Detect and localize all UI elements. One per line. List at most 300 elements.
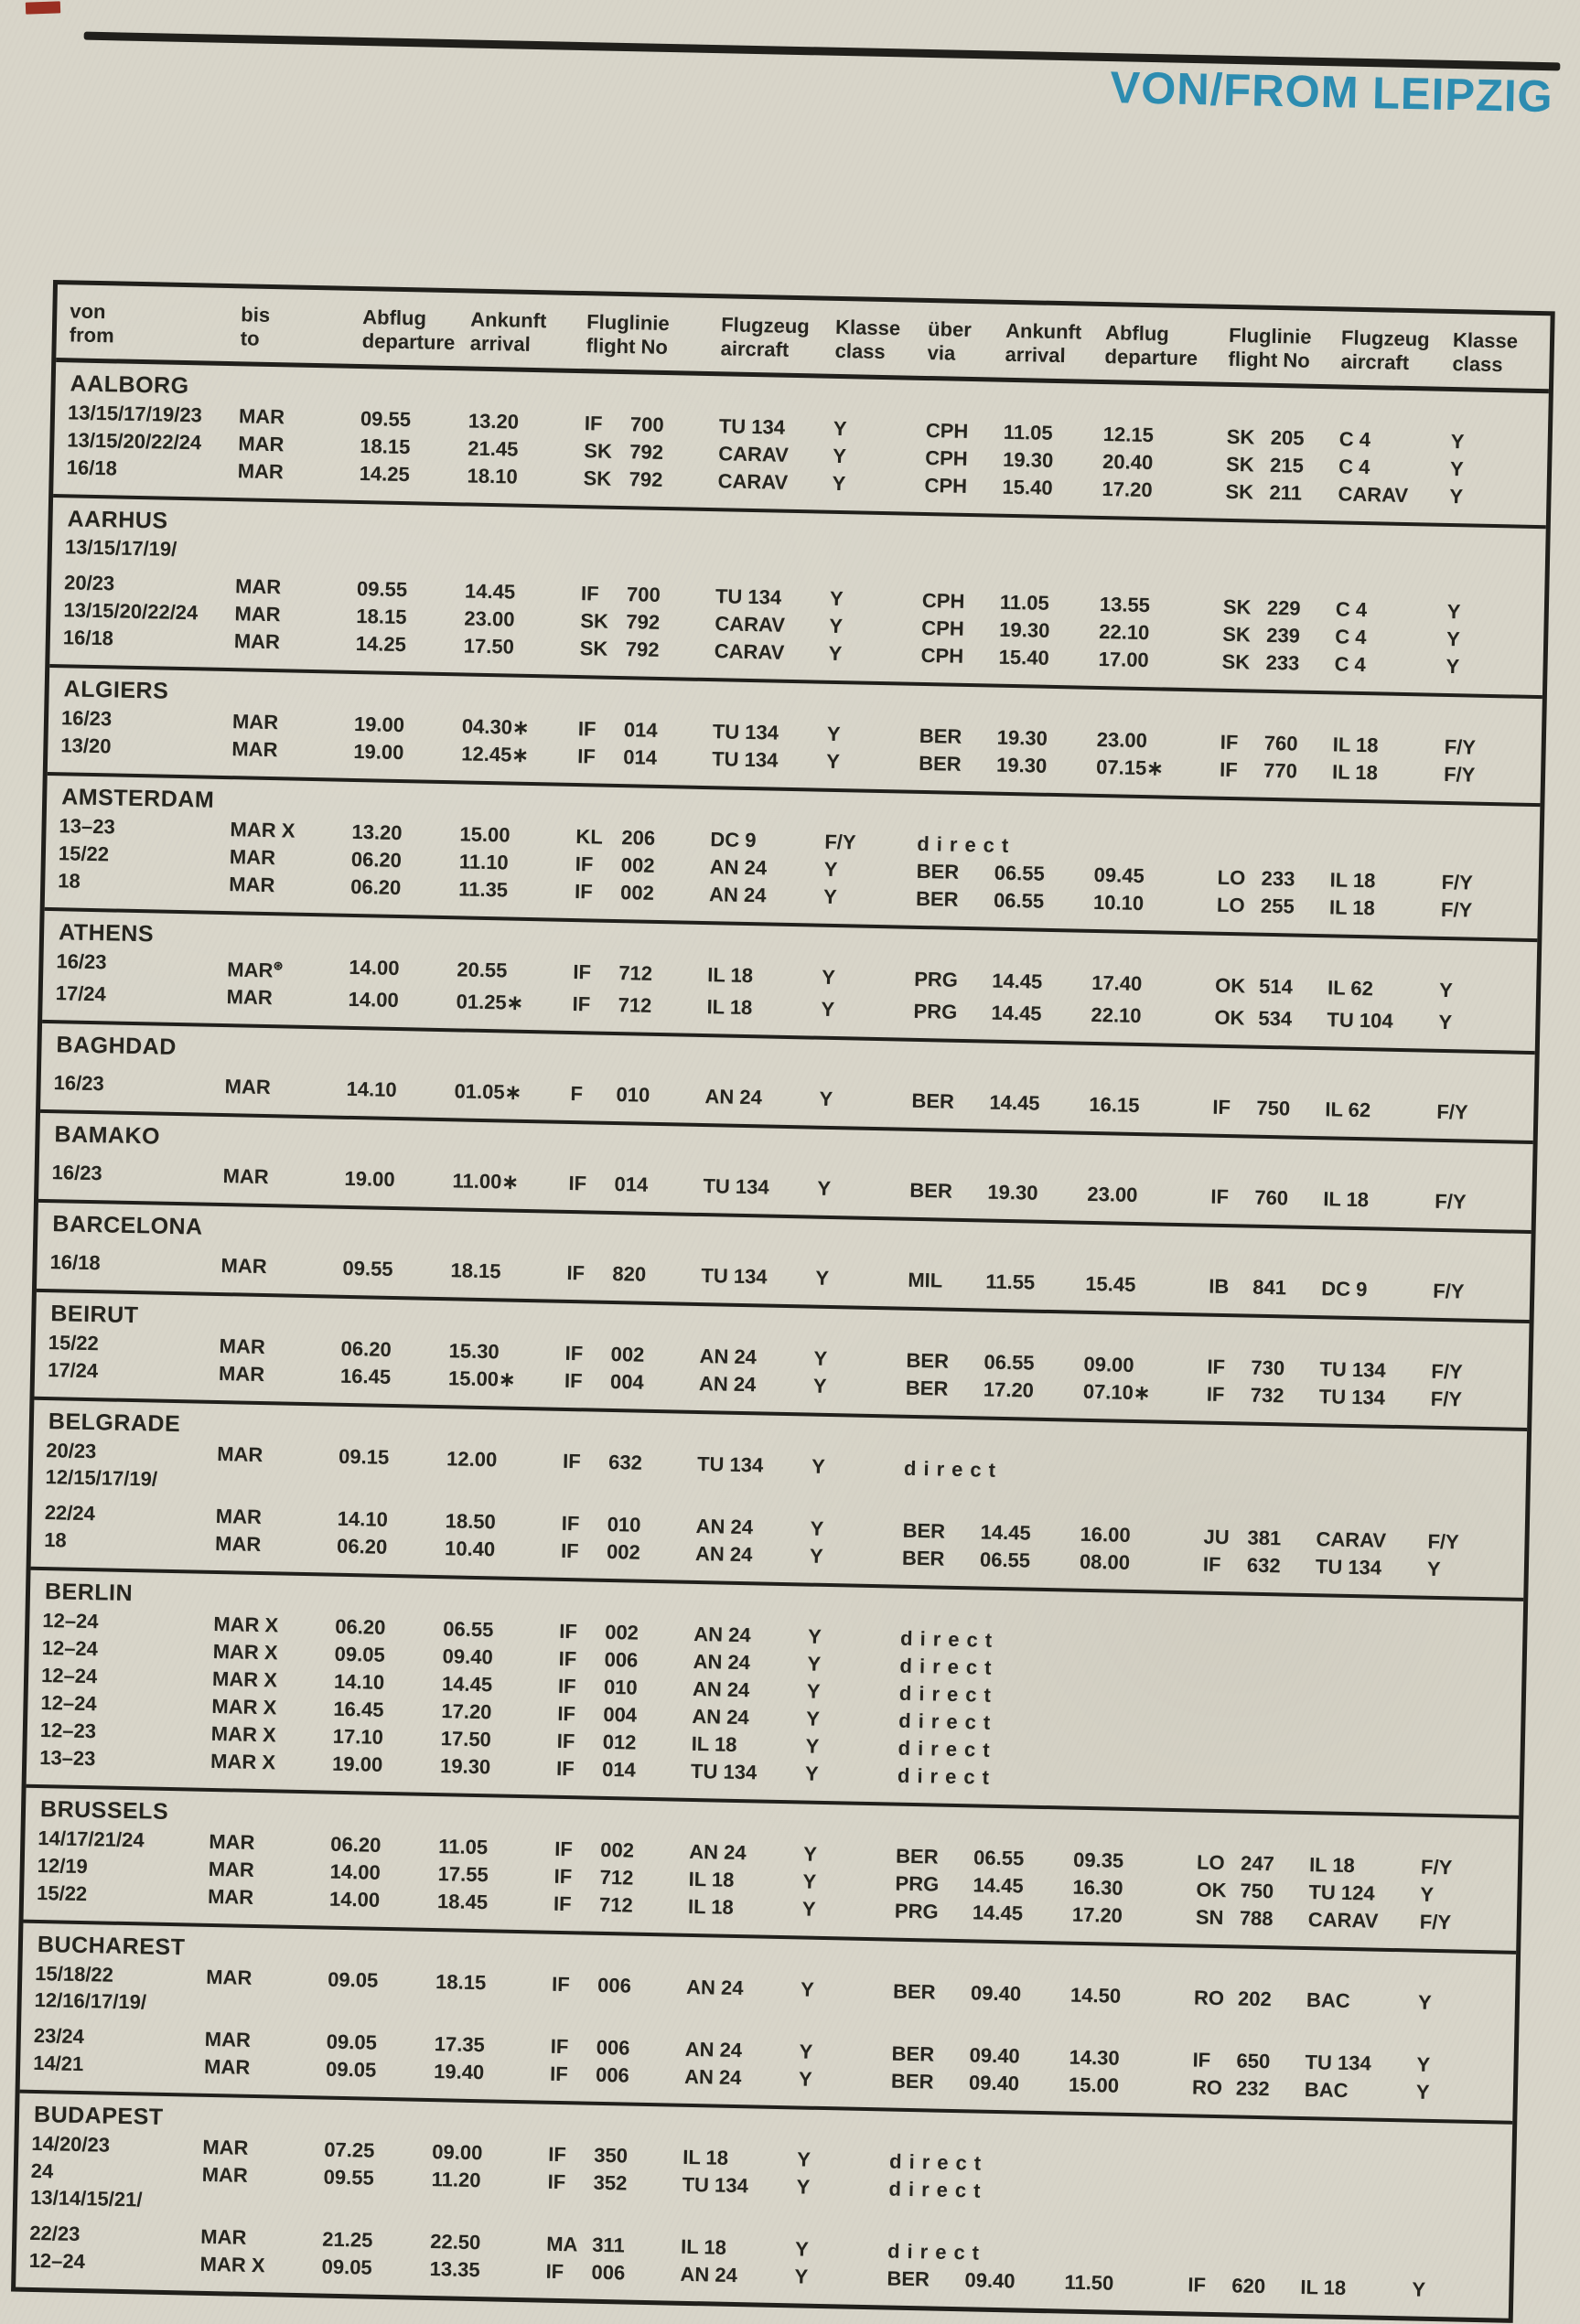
cell-dep2: 08.00 <box>1079 1550 1131 1575</box>
cell-dates: 12–24 <box>40 1664 98 1688</box>
cell-dep: 14.00 <box>328 1888 381 1912</box>
cell-dates: 15/18/22 <box>35 1962 114 1987</box>
cell-dep2: 16.00 <box>1080 1523 1131 1548</box>
cell-arr2: 15.40 <box>998 645 1049 669</box>
cell-aircraft2: TU 134 <box>1305 2051 1371 2075</box>
cell-aircraft: AN 24 <box>688 1840 747 1865</box>
cell-flight2: IF 750 <box>1212 1096 1291 1120</box>
cell-dep2: 10.10 <box>1092 890 1145 916</box>
cell-dates: 18 <box>58 869 81 893</box>
cell-arr2: 09.40 <box>964 2268 1016 2293</box>
cell-flight2: IF 730 <box>1207 1355 1285 1380</box>
cell-dep2: 09.45 <box>1093 862 1145 888</box>
cell-month: MAR <box>202 2136 249 2160</box>
cell-via: PRG <box>914 967 959 991</box>
cell-cls: Y <box>826 722 841 746</box>
cell-dep2: 14.30 <box>1069 2045 1120 2071</box>
cell-month: MAR <box>207 1885 254 1910</box>
cell-via: CPH <box>924 473 968 498</box>
cell-dep: 09.55 <box>360 407 412 432</box>
cell-via: CPH <box>921 616 965 640</box>
cell-dep: 09.05 <box>325 2057 377 2083</box>
cell-dates: 13–23 <box>38 1746 96 1771</box>
city-name: BELGRADE <box>48 1408 181 1438</box>
cell-aircraft2: CARAV <box>1307 1908 1379 1933</box>
cell-aircraft: IL 18 <box>682 2146 729 2170</box>
cell-direct: direct <box>887 2239 987 2265</box>
cell-cls: Y <box>794 2237 810 2262</box>
cell-cls2: Y <box>1415 2080 1430 2104</box>
cell-dates: 20/23 <box>46 1439 97 1463</box>
cell-dep: 14.25 <box>359 462 411 487</box>
column-header <box>361 305 470 355</box>
cell-cls2: F/Y <box>1420 1855 1453 1880</box>
cell-aircraft2: C 4 <box>1334 652 1367 677</box>
cell-flight: IF 006 <box>550 2035 630 2060</box>
cell-aircraft: TU 134 <box>701 1264 768 1289</box>
cell-dep: 09.05 <box>334 1643 385 1667</box>
cell-aircraft2: TU 104 <box>1327 1008 1393 1033</box>
column-header <box>927 317 1005 367</box>
cell-flight: SK 792 <box>580 609 661 634</box>
cell-arr: 17.20 <box>441 1699 492 1724</box>
cell-via: BER <box>918 751 962 776</box>
cell-dep: 16.45 <box>333 1697 384 1722</box>
cell-via: BER <box>915 886 959 911</box>
cell-flight: IF 002 <box>564 1342 645 1367</box>
cell-arr: 13.35 <box>429 2257 480 2282</box>
cell-flight: IF 004 <box>557 1702 638 1727</box>
cell-dates: 12/15/17/19/ <box>45 1465 158 1491</box>
cell-cls: Y <box>811 1454 826 1479</box>
cell-dates: 12–24 <box>40 1691 97 1716</box>
cell-arr: 15.30 <box>448 1339 500 1364</box>
cell-cls: F/Y <box>824 830 856 854</box>
cell-arr2: 19.30 <box>999 617 1050 642</box>
cell-cls2: Y <box>1446 627 1461 651</box>
cell-via: BER <box>890 2069 934 2094</box>
cell-aircraft: AN 24 <box>684 2038 743 2062</box>
cell-dep: 19.00 <box>353 712 405 737</box>
cell-dep: 09.05 <box>321 2254 372 2280</box>
cell-dep2: 17.20 <box>1102 477 1153 502</box>
header-label-en: flight No <box>1228 347 1311 372</box>
cell-dep: 14.10 <box>333 1670 385 1695</box>
cell-dates: 13/14/15/21/ <box>29 2186 143 2212</box>
cell-dates: 12/16/17/19/ <box>34 1988 147 2014</box>
cell-cls2: Y <box>1446 599 1461 624</box>
header-label-en: via <box>927 340 956 365</box>
cell-flight2: RO 232 <box>1191 2075 1270 2101</box>
cell-cls2: F/Y <box>1435 1190 1467 1214</box>
city-section <box>49 494 1546 695</box>
column-header <box>834 316 928 365</box>
cell-aircraft2: IL 18 <box>1300 2276 1347 2300</box>
cell-dep: 14.10 <box>346 1077 397 1102</box>
cell-flight2: IF 732 <box>1206 1382 1284 1408</box>
cell-month: MAR⊛ <box>227 958 284 982</box>
cell-flight: IF 712 <box>554 1865 634 1890</box>
header-label-de: Flugzeug <box>720 313 811 338</box>
cell-month: MAR X <box>210 1722 276 1747</box>
cell-cls: Y <box>802 1842 818 1867</box>
cell-aircraft: CARAV <box>714 639 785 664</box>
cell-direct: direct <box>899 1627 1000 1653</box>
cell-flight: IF 002 <box>575 852 655 877</box>
cell-dates: 13/15/20/22/24 <box>63 598 199 625</box>
cell-dep2: 22.10 <box>1091 1003 1142 1028</box>
cell-dep2: 15.00 <box>1068 2072 1120 2098</box>
cell-cls: Y <box>805 1734 820 1759</box>
cell-cls: Y <box>829 586 844 611</box>
cell-month: MAR <box>204 2028 252 2052</box>
cell-flight2: SK 205 <box>1226 424 1305 450</box>
cell-aircraft: AN 24 <box>693 1623 751 1647</box>
cell-month: MAR <box>226 985 274 1010</box>
cell-flight: IF 012 <box>556 1730 637 1754</box>
city-name: BERLIN <box>44 1579 134 1607</box>
cell-aircraft: IL 18 <box>688 1868 735 1892</box>
cell-arr: 15.00∗ <box>447 1366 516 1392</box>
cell-cls: Y <box>801 1897 816 1922</box>
cell-aircraft: AN 24 <box>683 2065 742 2090</box>
cell-flight2: IF 620 <box>1188 2273 1266 2298</box>
cell-dates: 22/23 <box>29 2222 81 2246</box>
column-header <box>1452 328 1553 378</box>
cell-cls: Y <box>812 1374 827 1398</box>
cell-arr: 14.45 <box>464 579 516 604</box>
cell-dates: 12–24 <box>42 1609 99 1633</box>
cell-aircraft2: IL 18 <box>1328 895 1376 920</box>
cell-dep: 19.00 <box>353 739 404 765</box>
top-rule <box>84 32 1561 71</box>
cell-aircraft2: CARAV <box>1338 482 1409 508</box>
cell-dates: 13/15/17/19/ <box>64 535 177 561</box>
cell-via: CPH <box>925 418 969 443</box>
cell-dep2: 20.40 <box>1102 450 1154 475</box>
cell-month: MAR <box>205 1965 253 1990</box>
cell-dep: 06.20 <box>335 1615 386 1640</box>
cell-month: MAR <box>208 1858 255 1882</box>
cell-arr: 20.55 <box>457 958 508 982</box>
cell-flight2: IF 650 <box>1192 2048 1271 2073</box>
cell-cls: Y <box>817 1177 832 1201</box>
column-header <box>1340 326 1453 376</box>
cell-flight2: OK 750 <box>1196 1878 1274 1903</box>
cell-dates: 16/23 <box>51 1161 102 1185</box>
cell-aircraft: TU 134 <box>682 2173 749 2198</box>
cell-arr: 11.00∗ <box>452 1169 520 1194</box>
cell-dates: 16/18 <box>62 626 114 650</box>
cell-arr2: 06.55 <box>983 1350 1035 1376</box>
cell-flight: IF 820 <box>566 1261 647 1287</box>
cell-aircraft2: IL 18 <box>1323 1187 1370 1212</box>
cell-cls: Y <box>832 444 847 468</box>
cell-arr2: 19.30 <box>995 753 1048 777</box>
timetable-body <box>16 362 1549 2319</box>
cell-month: MAR X <box>210 1750 276 1774</box>
cell-arr: 19.40 <box>433 2060 485 2084</box>
cell-dep2: 17.40 <box>1091 970 1143 996</box>
header-label-de: Klasse <box>834 315 901 340</box>
cell-arr: 18.15 <box>435 1970 487 1995</box>
cell-cls: Y <box>798 2067 813 2092</box>
cell-aircraft: IL 18 <box>706 995 753 1020</box>
cell-dep2: 23.00 <box>1096 727 1148 753</box>
cell-via: PRG <box>894 1899 939 1923</box>
cell-arr: 11.35 <box>457 877 509 902</box>
header-label-de: Abflug <box>1104 321 1170 346</box>
cell-arr: 18.50 <box>445 1509 497 1534</box>
cell-dates: 13/15/17/19/23 <box>67 401 203 427</box>
cell-cls2: Y <box>1449 456 1465 481</box>
cell-cls: Y <box>828 641 843 666</box>
header-label-de: bis <box>241 303 271 327</box>
cell-aircraft2: TU 134 <box>1318 1385 1386 1410</box>
city-name: ALGIERS <box>63 676 169 704</box>
cell-dep: 13.20 <box>351 819 403 845</box>
cell-dates: 22/24 <box>44 1501 96 1526</box>
cell-cls2: F/Y <box>1436 1100 1468 1124</box>
cell-aircraft: TU 134 <box>715 584 782 609</box>
cell-dates: 13/20 <box>60 734 112 758</box>
cell-arr2: 06.55 <box>994 861 1046 885</box>
header-label-de: Flugzeug <box>1340 326 1430 351</box>
cell-cls: Y <box>822 884 838 909</box>
cell-cls2: F/Y <box>1419 1910 1452 1934</box>
cell-arr: 22.50 <box>429 2230 481 2254</box>
cell-cls2: F/Y <box>1430 1387 1463 1411</box>
cell-month: MAR <box>238 432 285 456</box>
city-section <box>20 1920 1517 2121</box>
cell-aircraft2: BAC <box>1304 2078 1349 2103</box>
cell-via: BER <box>887 2266 930 2291</box>
cell-flight: IF 712 <box>573 960 653 985</box>
cell-flight: IF 700 <box>580 582 661 606</box>
cell-flight2: OK 534 <box>1214 1006 1293 1031</box>
cell-arr2: 19.30 <box>1002 447 1054 472</box>
cell-cls2: F/Y <box>1444 734 1477 759</box>
cell-arr2: 11.05 <box>999 590 1050 615</box>
cell-flight2: SN 788 <box>1195 1905 1274 1931</box>
cell-via: BER <box>916 859 960 884</box>
cell-direct: direct <box>917 831 1016 858</box>
cell-month: MAR <box>201 2163 249 2188</box>
cell-direct: direct <box>888 2149 989 2176</box>
cell-flight2: IF 632 <box>1202 1552 1281 1578</box>
cell-aircraft: AN 24 <box>680 2263 738 2287</box>
cell-aircraft: AN 24 <box>685 1976 744 2000</box>
cell-flight: SK 792 <box>583 466 663 491</box>
cell-month: MAR X <box>213 1612 279 1637</box>
cell-direct: direct <box>897 1736 997 1762</box>
cell-arr: 18.45 <box>436 1890 489 1914</box>
cell-cls2: Y <box>1449 484 1464 509</box>
header-label-en: class <box>1452 352 1503 377</box>
cell-aircraft: TU 134 <box>696 1452 764 1477</box>
cell-dep2: 22.10 <box>1099 619 1150 645</box>
city-name: BARCELONA <box>52 1211 203 1240</box>
cell-flight2: SK 233 <box>1221 649 1300 675</box>
cell-flight2: SK 215 <box>1225 452 1305 477</box>
header-label-de: über <box>927 316 973 341</box>
cell-dates: 12/19 <box>37 1854 89 1879</box>
cell-direct: direct <box>898 1708 998 1735</box>
cell-arr: 17.35 <box>434 2032 486 2057</box>
cell-via: CPH <box>921 588 965 613</box>
cell-cls2: Y <box>1450 429 1465 454</box>
cell-cls2: Y <box>1438 978 1454 1002</box>
cell-dates: 13–23 <box>59 814 116 839</box>
cell-aircraft2: IL 62 <box>1327 976 1374 1001</box>
cell-cls: Y <box>806 1679 821 1704</box>
cell-dep2: 12.15 <box>1102 423 1155 447</box>
cell-dep: 09.05 <box>327 1967 379 1993</box>
cell-month: MAR <box>219 1334 266 1359</box>
cell-via: BER <box>891 2041 935 2066</box>
cell-cls: Y <box>802 1869 817 1894</box>
header-label-en: class <box>834 338 886 364</box>
cell-aircraft: CARAV <box>717 469 789 494</box>
cell-dep: 14.10 <box>337 1507 389 1532</box>
cell-dep2: 17.00 <box>1098 647 1149 672</box>
cell-flight: F 010 <box>570 1082 650 1108</box>
header-label-en: from <box>69 323 114 348</box>
cell-via: BER <box>901 1547 945 1570</box>
cell-arr: 09.40 <box>442 1644 493 1669</box>
cell-cls: Y <box>806 1707 821 1731</box>
cell-arr: 06.55 <box>443 1617 494 1642</box>
cell-arr2: 11.05 <box>1003 420 1053 444</box>
cell-dep: 14.00 <box>348 988 399 1012</box>
cell-month: MAR <box>234 574 282 599</box>
cell-flight: IF 006 <box>549 2062 630 2087</box>
cell-dep: 09.15 <box>338 1445 390 1470</box>
cell-month: MAR <box>209 1830 255 1855</box>
cell-month: MAR <box>231 737 278 762</box>
cell-month: MAR <box>214 1532 262 1557</box>
cell-flight2: OK 514 <box>1214 973 1294 999</box>
cell-month: MAR <box>229 873 275 897</box>
cell-flight: IF 014 <box>577 717 658 742</box>
cell-flight2: IF 760 <box>1220 730 1298 755</box>
cell-arr: 17.55 <box>437 1862 489 1887</box>
cell-arr: 13.20 <box>468 409 520 434</box>
cell-flight: SK 792 <box>579 637 660 661</box>
cell-aircraft: AN 24 <box>695 1515 754 1539</box>
cell-direct: direct <box>903 1457 1004 1483</box>
cell-arr: 01.05∗ <box>454 1079 522 1105</box>
cell-dates: 17/24 <box>55 981 107 1006</box>
cell-cls: Y <box>822 965 836 990</box>
cell-aircraft: AN 24 <box>693 1650 751 1675</box>
city-name: AALBORG <box>70 370 189 400</box>
cell-aircraft: AN 24 <box>694 1542 753 1567</box>
cell-arr: 11.10 <box>458 850 509 874</box>
cell-aircraft: TU 134 <box>690 1760 758 1784</box>
cell-dates: 23/24 <box>33 2024 85 2049</box>
cell-cls: Y <box>804 1762 820 1786</box>
cell-arr: 23.00 <box>464 606 515 631</box>
cell-flight2: SK 239 <box>1221 622 1301 648</box>
cell-month: MAR <box>237 459 285 484</box>
cell-via: CPH <box>920 643 964 668</box>
cell-aircraft: AN 24 <box>708 883 767 907</box>
cell-aircraft: AN 24 <box>692 1705 749 1730</box>
cell-aircraft: AN 24 <box>699 1344 758 1369</box>
cell-via: PRG <box>895 1871 940 1896</box>
page-title: VON/FROM LEIPZIG <box>1109 63 1554 123</box>
cell-dep: 14.00 <box>349 955 400 980</box>
cell-aircraft2: TU 124 <box>1308 1880 1375 1905</box>
cell-via: CPH <box>924 445 968 470</box>
header-label-en: arrival <box>1005 342 1066 368</box>
cell-arr: 15.00 <box>459 822 511 847</box>
city-name: BAGHDAD <box>56 1032 177 1061</box>
cell-aircraft2: IL 18 <box>1332 733 1379 757</box>
column-header <box>70 299 242 350</box>
cell-aircraft: TU 134 <box>703 1174 769 1199</box>
cell-flight: IF 002 <box>554 1837 635 1862</box>
cell-flight2: SK 229 <box>1222 594 1301 620</box>
cell-dates: 12–24 <box>28 2249 86 2274</box>
cell-dep: 06.20 <box>350 847 403 873</box>
cell-via: BER <box>905 1376 949 1401</box>
cell-cls2: F/Y <box>1441 870 1474 894</box>
cell-dep2: 09.35 <box>1072 1848 1124 1873</box>
cell-dates: 14/20/23 <box>31 2132 111 2158</box>
cell-aircraft: TU 134 <box>718 414 786 439</box>
cell-arr2: 06.55 <box>973 1846 1025 1870</box>
cell-flight2: LO 255 <box>1216 893 1295 918</box>
cell-flight2: LO 233 <box>1217 865 1295 891</box>
cell-via: BER <box>909 1179 953 1204</box>
cell-arr2: 14.45 <box>992 969 1043 993</box>
cell-aircraft: TU 134 <box>712 720 779 744</box>
cell-arr2: 15.40 <box>1002 475 1053 499</box>
cell-aircraft2: IL 18 <box>1331 760 1379 785</box>
cell-dep: 18.15 <box>360 434 411 459</box>
cell-dep2: 17.20 <box>1071 1903 1123 1928</box>
cell-month: MAR X <box>212 1640 278 1665</box>
cell-month: MAR X <box>211 1667 278 1692</box>
cell-arr2: 14.45 <box>973 1873 1024 1898</box>
cell-month: MAR <box>229 845 276 870</box>
cell-dates: 16/23 <box>56 949 107 974</box>
cell-dates: 24 <box>30 2159 54 2183</box>
cell-via: BER <box>911 1089 955 1114</box>
cell-flight: KL 206 <box>575 825 656 850</box>
cell-aircraft: CARAV <box>718 442 790 466</box>
cell-arr: 18.10 <box>467 464 519 488</box>
cell-aircraft2: C 4 <box>1338 455 1370 479</box>
cell-month: MAR <box>222 1164 269 1189</box>
cell-flight: IF 002 <box>558 1620 640 1645</box>
timetable <box>11 280 1555 2323</box>
cell-aircraft: IL 18 <box>680 2235 727 2260</box>
cell-dep2: 15.45 <box>1085 1272 1136 1297</box>
cell-arr2: 06.55 <box>979 1548 1031 1572</box>
cell-flight: IF 014 <box>555 1757 637 1782</box>
cell-dep: 06.20 <box>349 874 402 900</box>
cell-month: MAR <box>200 2225 247 2250</box>
column-header <box>1104 321 1229 371</box>
header-label-en: departure <box>361 329 456 355</box>
header-label-de: Fluglinie <box>586 310 670 336</box>
cell-arr: 11.20 <box>431 2168 481 2192</box>
cell-cls2: Y <box>1438 1011 1453 1034</box>
city-section <box>27 1567 1524 1815</box>
